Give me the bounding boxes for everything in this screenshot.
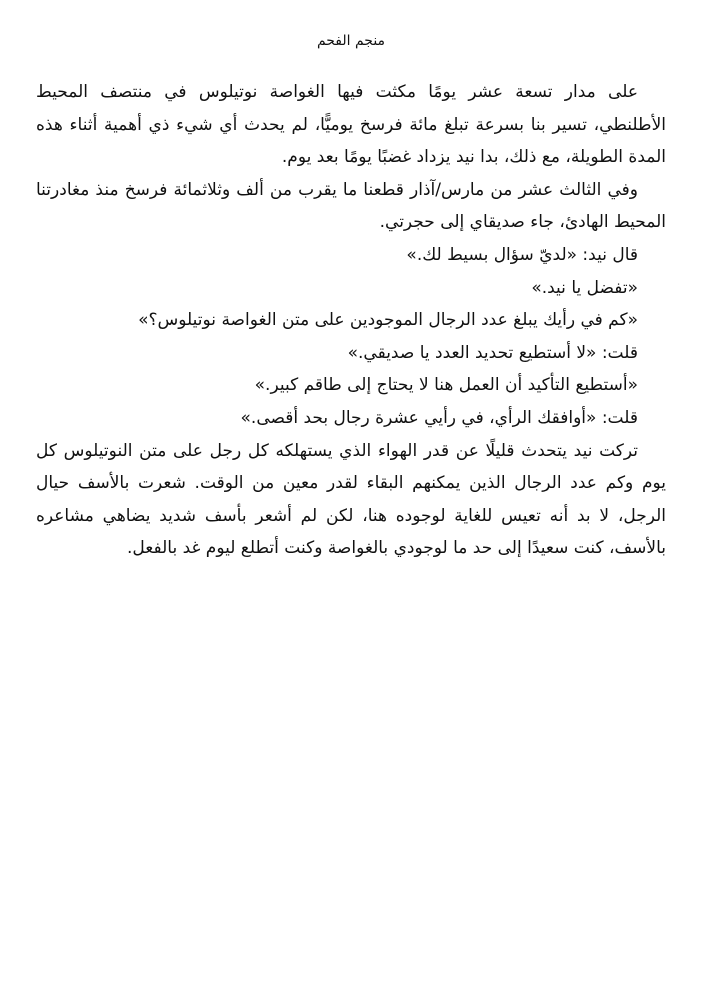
paragraph-2: وفي الثالث عشر من مارس/آذار قطعنا ما يقرب من ألف وثلاثمائة فرسخ منذ مغادرتنا المحيط الهادئ، جاء صديقاي إلى حجرتي. — [36, 179, 666, 233]
chapter-title: منجم الفحم — [316, 33, 386, 49]
paragraph-3: تركت نيد يتحدث قليلًا عن قدر الهواء الذي يستهلكه كل رجل على متن النوتيلوس كل يوم وكم عدد الرجال الذين يمكنهم البقاء لقدر معين من الوقت. شعرت بالأسف حيال الرجل، لا بد أنه تعيس للغاية لوجوده هنا، لكن لم أشعر بأسف شديد يضاهي مشاعره بالأسف، كنت سعيدًا إلى حد ما لوجودي بالغواصة وكنت أتطلع ليوم غد بالفعل. — [36, 440, 666, 559]
dialogue-line-5: «أستطيع التأكيد أن العمل هنا لا يحتاج إلى طاقم كبير.» — [254, 375, 638, 396]
dialogue-line-2: «تفضل يا نيد.» — [531, 277, 638, 298]
paragraph-1: على مدار تسعة عشر يومًا مكثت فيها الغواصة نوتيلوس في منتصف المحيط الأطلنطي، تسير بنا بسرعة تبلغ مائة فرسخ يوميًّا، لم يحدث أي شيء ذي أهمية أثناء هذه المدة الطويلة، مع ذلك، بدا نيد يزداد غضبًا يومًا بعد يوم. — [36, 82, 666, 168]
chapter-body — [36, 76, 666, 565]
dialogue-line-3: «كم في رأيك يبلغ عدد الرجال الموجودين على متن الغواصة نوتيلوس؟» — [138, 310, 638, 331]
dialogue-line-1: قال نيد: «لديّ سؤال بسيط لك.» — [406, 244, 638, 265]
dialogue-line-6: قلت: «أوافقك الرأي، في رأيي عشرة رجال بحد أقصى.» — [240, 407, 638, 428]
dialogue-line-4: قلت: «لا أستطيع تحديد العدد يا صديقي.» — [347, 342, 638, 363]
